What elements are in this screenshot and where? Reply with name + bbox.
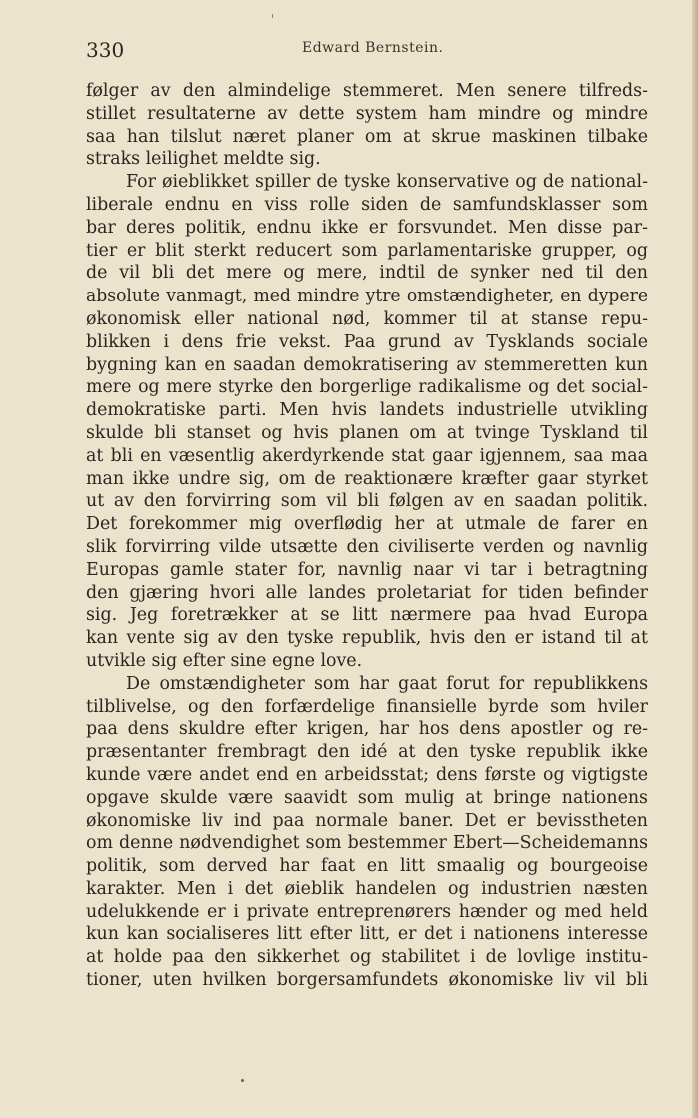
text-line: økonomisk eller national nød, kommer til at stanse repu-	[86, 308, 648, 329]
text-line: slik forvirring vilde utsætte den civiliserte verden og navnlig	[86, 536, 648, 557]
text-line: kunde være andet end en arbeidsstat; dens første og vigtigste	[86, 764, 648, 785]
text-line: tioner, uten hvilken borgersamfundets økonomiske liv vil bli	[86, 970, 648, 991]
text-line: blikken i dens frie vekst. Paa grund av Tysklands sociale	[86, 331, 648, 352]
text-line: opgave skulde være saavidt som mulig at bringe nationens	[86, 787, 648, 808]
text-line: paa dens skuldre efter krigen, har hos dens apostler og re-	[86, 719, 648, 740]
text-line: udelukkende er i private entreprenørers hænder og med held	[86, 901, 648, 922]
text-line: tilblivelse, og den forfærdelige finansielle byrde som hviler	[86, 696, 648, 717]
text-line: mere og mere styrke den borgerlige radikalisme og det social-	[86, 377, 648, 398]
text-line: Det forekommer mig overflødig her at utmale de farer en	[86, 514, 648, 535]
page-mark	[272, 14, 273, 18]
text-line: Europas gamle stater for, navnlig naar vi tar i betragtning	[86, 559, 648, 580]
text-line: karakter. Men i det øieblik handelen og industrien næsten	[86, 878, 648, 899]
text-line: For øieblikket spiller de tyske konservative og de national-	[126, 172, 648, 193]
text-line: de vil bli det mere og mere, indtil de synker ned til den	[86, 263, 648, 284]
text-line: at holde paa den sikkerhet og stabilitet i de lovlige institu-	[86, 947, 648, 968]
text-line: man ikke undre sig, om de reaktionære kræfter gaar styrket	[86, 468, 648, 489]
text-line: om denne nødvendighet som bestemmer Ebert—Scheidemanns	[86, 833, 648, 854]
text-line: absolute vanmagt, med mindre ytre omstændigheter, en dypere	[86, 286, 648, 307]
text-line: saa han tilslut næret planer om at skrue maskinen tilbake	[86, 126, 648, 147]
text-line: stillet resultaterne av dette system ham mindre og mindre	[86, 103, 648, 124]
text-line: sig. Jeg foretrækker at se litt nærmere paa hvad Europa	[86, 605, 648, 626]
text-line: præsentanter frembragt den idé at den tyske republik ikke	[86, 742, 648, 763]
page-edge	[692, 0, 698, 1118]
body-text	[86, 80, 648, 992]
text-line: at bli en væsentlig akerdyrkende stat gaar igjennem, saa maa	[86, 445, 648, 466]
text-line: demokratiske parti. Men hvis landets industrielle utvikling	[86, 400, 648, 421]
text-line: politik, som derved har faat en litt smaalig og bourgeoise	[86, 856, 648, 877]
text-line: følger av den almindelige stemmeret. Men senere tilfreds-	[86, 81, 648, 101]
text-line: straks leilighet meldte sig.	[86, 149, 321, 170]
page-number: 330	[86, 38, 125, 62]
text-line: kun kan socialiseres litt efter litt, er det i nationens interesse	[86, 924, 648, 945]
page-header	[86, 38, 648, 64]
text-line: kan vente sig av den tyske republik, hvis den er istand til at	[86, 628, 648, 649]
text-line: bygning kan en saadan demokratisering av stemmeretten kun	[86, 354, 648, 375]
text-line: De omstændigheter som har gaat forut for republikkens	[126, 673, 648, 694]
text-line: økonomiske liv ind paa normale baner. Det er bevisstheten	[86, 810, 648, 831]
page-speck	[241, 1079, 244, 1082]
text-line: den gjæring hvori alle landes proletariat for tiden befinder	[86, 582, 648, 603]
text-line: utvikle sig efter sine egne love.	[86, 650, 363, 671]
text-line: tier er blit sterkt reducert som parlamentariske grupper, og	[86, 240, 648, 261]
text-line: skulde bli stanset og hvis planen om at tvinge Tyskland til	[86, 422, 648, 443]
text-line: liberale endnu en viss rolle siden de samfundsklasser som	[86, 194, 648, 215]
text-line: ut av den forvirring som vil bli følgen av en saadan politik.	[86, 491, 648, 512]
running-head: Edward Bernstein.	[302, 40, 444, 56]
text-line: bar deres politik, endnu ikke er forsvundet. Men disse par-	[86, 217, 648, 238]
